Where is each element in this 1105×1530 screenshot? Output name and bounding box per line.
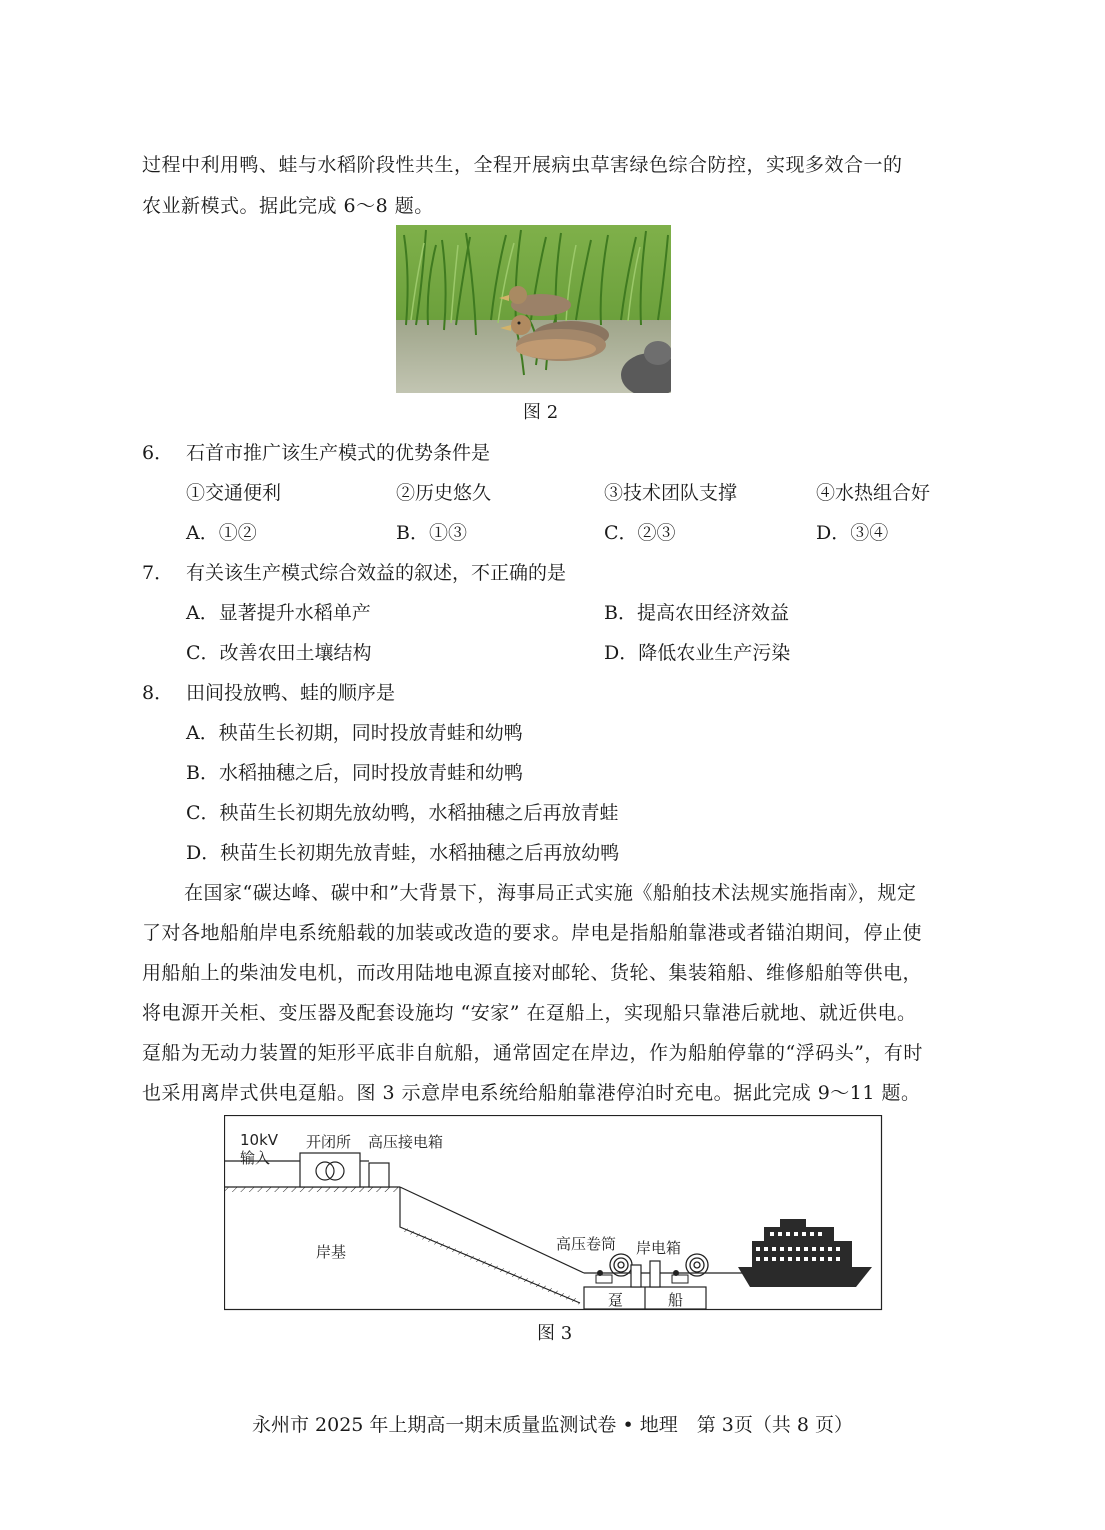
question-7-option-c[interactable]: C．改善农田土壤结构 bbox=[186, 642, 372, 664]
question-6-option-c[interactable]: C．②③ bbox=[604, 522, 676, 544]
label-switch-station: 开闭所 bbox=[306, 1133, 352, 1151]
question-6-item-1: ①交通便利 bbox=[186, 482, 282, 504]
figure-2-caption: 图 2 bbox=[523, 402, 559, 423]
question-8-number: 8． bbox=[142, 682, 174, 704]
question-8-option-c[interactable]: C．秧苗生长初期先放幼鸭，水稻抽穗之后再放青蛙 bbox=[186, 802, 619, 824]
question-6-option-a[interactable]: A．①② bbox=[186, 522, 257, 544]
question-7-number: 7． bbox=[142, 562, 174, 584]
question-7-option-a[interactable]: A．显著提升水稻单产 bbox=[186, 602, 371, 624]
question-8-option-d[interactable]: D．秧苗生长初期先放青蛙，水稻抽穗之后再放幼鸭 bbox=[186, 842, 620, 864]
question-6-stem: 石首市推广该生产模式的优势条件是 bbox=[186, 442, 491, 464]
label-input: 输入 bbox=[240, 1149, 271, 1167]
label-pontoon-right: 船 bbox=[668, 1291, 684, 1309]
passage-line-5: 趸船为无动力装置的矩形平底非自航船，通常固定在岸边，作为船舶停靠的“浮码头”，有时 bbox=[142, 1042, 923, 1064]
question-8-stem: 田间投放鸭、蛙的顺序是 bbox=[186, 682, 396, 704]
shore-power-box-2 bbox=[650, 1261, 660, 1287]
label-pontoon-left: 趸 bbox=[608, 1291, 624, 1309]
question-6-item-2: ②历史悠久 bbox=[396, 482, 492, 504]
label-hv-reel: 高压卷筒 bbox=[556, 1235, 617, 1253]
intro-line-2: 农业新模式。据此完成 6～8 题。 bbox=[142, 195, 434, 217]
intro-line-1: 过程中利用鸭、蛙与水稻阶段性共生，全程开展病虫草害绿色综合防控，实现多效合一的 bbox=[142, 154, 903, 176]
question-6-item-3: ③技术团队支撑 bbox=[604, 482, 738, 504]
passage-line-2: 了对各地船舶岸电系统船载的加装或改造的要求。岸电是指船舶靠港或者锚泊期间，停止使 bbox=[142, 922, 923, 944]
figure-3-caption: 图 3 bbox=[537, 1323, 573, 1344]
label-shore-power-box: 岸电箱 bbox=[636, 1239, 682, 1257]
passage-line-6: 也采用离岸式供电趸船。图 3 示意岸电系统给船舶靠港停泊时充电。据此完成 9～11 题。 bbox=[142, 1082, 921, 1104]
page-footer: 永州市 2025 年上期高一期末质量监测试卷 • 地理 第 3页（共 8 页） bbox=[251, 1414, 854, 1436]
question-7-option-b[interactable]: B．提高农田经济效益 bbox=[604, 602, 789, 624]
passage-line-4: 将电源开关柜、变压器及配套设施均 “安家” 在趸船上，实现船只靠港后就地、就近供电。 bbox=[142, 1002, 917, 1024]
question-6-option-d[interactable]: D．③④ bbox=[816, 522, 889, 544]
question-6-number: 6． bbox=[142, 442, 174, 464]
shore-power-box-1 bbox=[631, 1265, 641, 1287]
question-6-option-b[interactable]: B．①③ bbox=[396, 522, 467, 544]
label-input-voltage: 10kV bbox=[240, 1131, 279, 1149]
question-8-option-a[interactable]: A．秧苗生长初期，同时投放青蛙和幼鸭 bbox=[186, 722, 523, 744]
question-8-option-b[interactable]: B．水稻抽穗之后，同时投放青蛙和幼鸭 bbox=[186, 762, 523, 784]
question-6-item-4: ④水热组合好 bbox=[816, 482, 931, 504]
question-7-option-d[interactable]: D．降低农业生产污染 bbox=[604, 642, 791, 664]
label-hv-box: 高压接电箱 bbox=[368, 1133, 444, 1151]
hv-box bbox=[369, 1163, 389, 1187]
question-7-stem: 有关该生产模式综合效益的叙述，不正确的是 bbox=[186, 562, 567, 584]
switch-station-box bbox=[300, 1153, 360, 1187]
passage-line-1: 在国家“碳达峰、碳中和”大背景下，海事局正式实施《船舶技术法规实施指南》，规定 bbox=[184, 882, 917, 904]
passage-line-3: 用船舶上的柴油发电机，而改用陆地电源直接对邮轮、货轮、集装箱船、维修船舶等供电， bbox=[142, 962, 923, 984]
label-shore-base: 岸基 bbox=[316, 1243, 347, 1261]
shore-power-diagram bbox=[224, 1115, 883, 1312]
duck-rice-photo bbox=[396, 225, 671, 393]
